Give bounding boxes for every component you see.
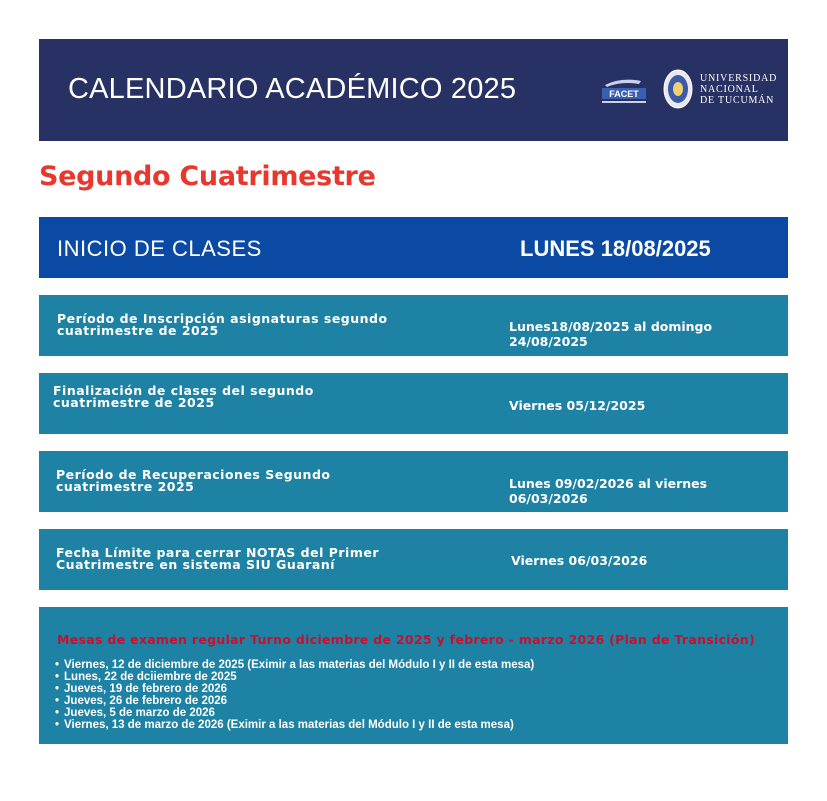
schedule-row-recuperaciones	[39, 451, 788, 512]
unt-seal-icon	[663, 69, 693, 109]
row-label-line: cuatrimestre de 2025	[53, 395, 215, 410]
university-name	[700, 73, 777, 106]
university-line: NACIONAL	[700, 84, 759, 95]
page-title: CALENDARIO ACADÉMICO 2025	[68, 73, 517, 105]
list-item: • Jueves, 5 de marzo de 2026	[55, 707, 534, 719]
row-label-line: Período de Recuperaciones Segundo	[56, 467, 331, 482]
schedule-row-inscripcion	[39, 295, 788, 356]
university-line: UNIVERSIDAD	[700, 73, 778, 84]
row-date: Lunes18/08/2025 al domingo 24/08/2025	[509, 319, 713, 349]
row-label-line: Cuatrimestre en sistema SIU Guaraní	[56, 557, 336, 572]
list-item: • Jueves, 26 de febrero de 2026	[55, 695, 534, 707]
row-date: Lunes 09/02/2026 al viernes 06/03/2026	[509, 476, 708, 506]
mesas-examen-box	[39, 607, 788, 744]
inicio-label: INICIO DE CLASES	[57, 236, 262, 261]
schedule-row-finalizacion	[39, 373, 788, 434]
row-label	[56, 469, 331, 493]
row-date: Viernes 05/12/2025	[509, 398, 646, 413]
facet-logo-text: FACET	[609, 89, 639, 99]
row-label-line: Finalización de clases del segundo	[53, 383, 314, 398]
facet-logo-icon	[601, 75, 647, 105]
section-title: Segundo Cuatrimestre	[39, 161, 376, 192]
list-item: • Viernes, 13 de marzo de 2026 (Eximir a las materias del Módulo I y II de esta mesa)	[55, 719, 534, 731]
mesas-list	[55, 659, 534, 731]
schedule-row-fecha-limite	[39, 529, 788, 590]
mesas-title: Mesas de examen regular Turno diciembre de 2025 y febrero - marzo 2026 (Plan de Transición)	[57, 632, 755, 647]
inicio-date: LUNES 18/08/2025	[520, 236, 711, 261]
row-label-line: cuatrimestre de 2025	[57, 323, 219, 338]
row-label-line: Período de Inscripción asignaturas segundo	[57, 311, 388, 326]
row-label-line: cuatrimestre 2025	[56, 479, 195, 494]
header-banner	[39, 39, 788, 141]
row-label	[56, 547, 379, 571]
list-item: • Viernes, 12 de diciembre de 2025 (Eximir a las materias del Módulo I y II de esta mesa)	[55, 659, 534, 671]
row-label	[57, 313, 388, 337]
list-item: • Jueves, 19 de febrero de 2026	[55, 683, 534, 695]
row-date: Viernes 06/03/2026	[511, 553, 648, 568]
university-line: DE TUCUMÁN	[700, 95, 775, 106]
list-item: • Lunes, 22 de dciiembre de 2025	[55, 671, 534, 683]
row-label-line: Fecha Límite para cerrar NOTAS del Primer	[56, 545, 379, 560]
row-label	[53, 385, 314, 409]
inicio-clases-banner	[39, 217, 788, 278]
